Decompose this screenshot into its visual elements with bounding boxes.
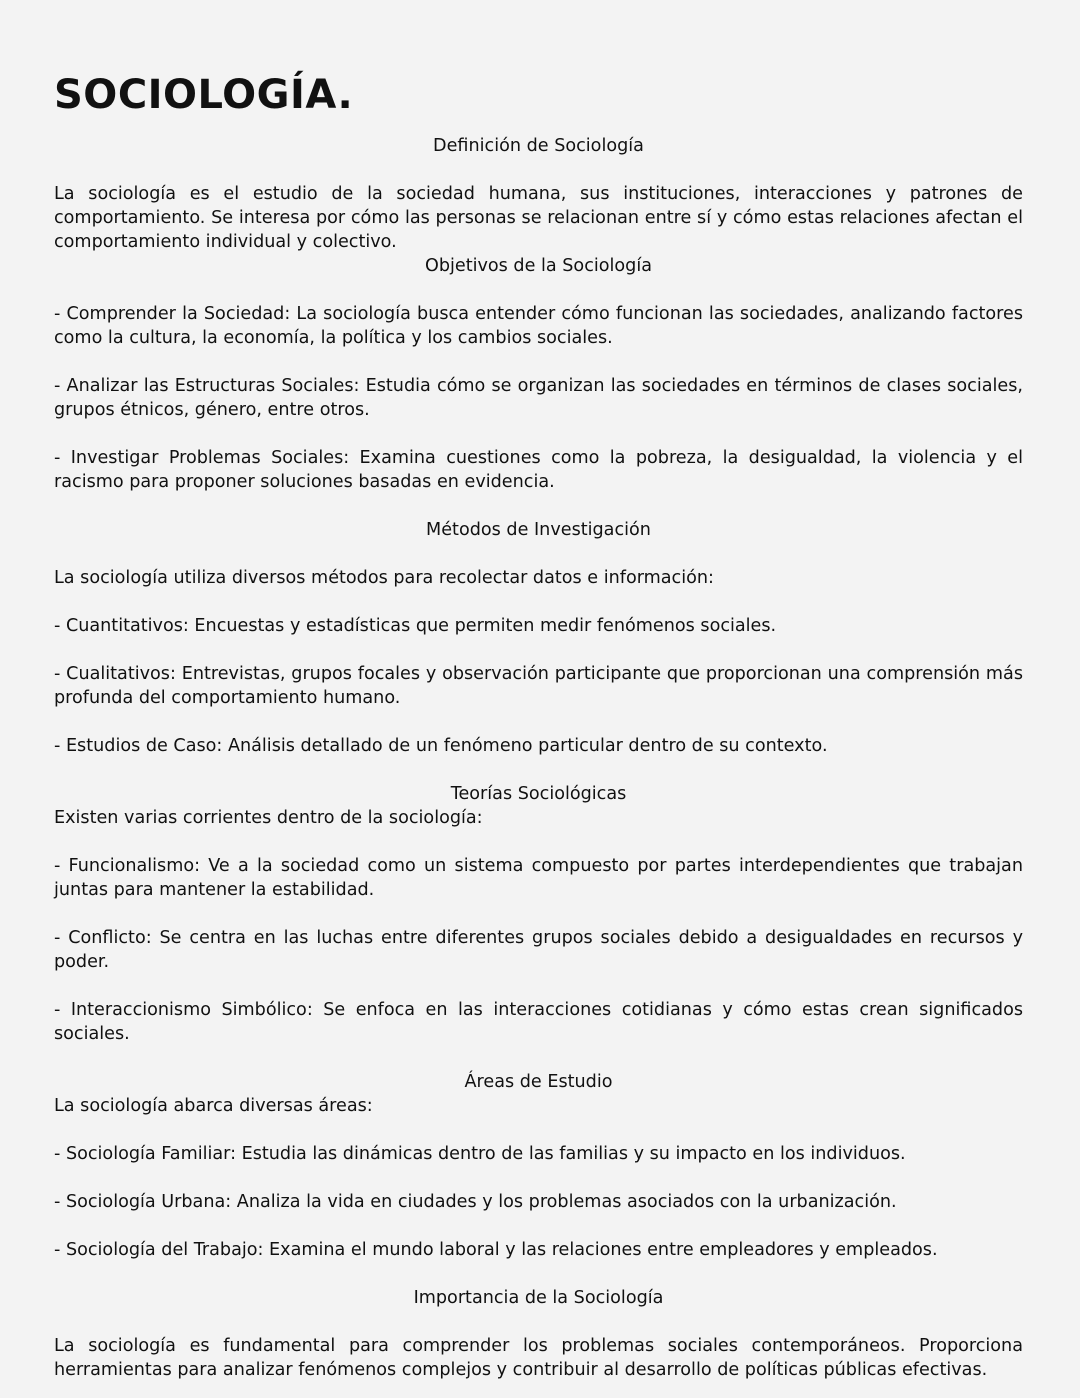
metodo-item: - Cualitativos: Entrevistas, grupos focales y observación participante que proporcionan una comprensión más profunda del comportamiento humano.: [54, 664, 1023, 708]
metodo-item: - Cuantitativos: Encuestas y estadísticas que permiten medir fenómenos sociales.: [54, 616, 777, 636]
area-item: - Sociología del Trabajo: Examina el mundo laboral y las relaciones entre empleadores y empleados.: [54, 1240, 938, 1260]
metodo-item: - Estudios de Caso: Análisis detallado de un fenómeno particular dentro de su contexto.: [54, 736, 828, 756]
importancia-paragraph: La sociología es fundamental para comprender los problemas sociales contemporáneos. Proporciona herramientas para analizar fenómenos complejos y contribuir al desarrollo de políticas públicas efectivas.: [54, 1336, 1023, 1380]
teoria-item: - Interaccionismo Simbólico: Se enfoca en las interacciones cotidianas y cómo estas crean significados sociales.: [54, 1000, 1023, 1044]
areas-intro: La sociología abarca diversas áreas:: [54, 1096, 373, 1116]
section-heading-metodos: Métodos de Investigación: [426, 520, 651, 540]
area-item: - Sociología Familiar: Estudia las dinámicas dentro de las familias y su impacto en los individuos.: [54, 1144, 906, 1164]
section-heading-objetivos: Objetivos de la Sociología: [424, 256, 653, 276]
page-title: SOCIOLOGÍA.: [54, 72, 354, 118]
document-body: [54, 134, 1023, 1382]
section-heading-areas: Áreas de Estudio: [464, 1072, 613, 1092]
section-heading-definicion: Definición de Sociología: [433, 136, 644, 156]
teoria-item: - Conflicto: Se centra en las luchas entre diferentes grupos sociales debido a desigualdades en recursos y poder.: [54, 928, 1023, 972]
area-item: - Sociología Urbana: Analiza la vida en ciudades y los problemas asociados con la urbanización.: [54, 1192, 897, 1212]
objetivo-item: - Analizar las Estructuras Sociales: Estudia cómo se organizan las sociedades en términos de clases sociales, grupos étnicos, género, entre otros.: [54, 376, 1023, 420]
section-heading-importancia: Importancia de la Sociología: [413, 1288, 664, 1308]
teorias-intro: Existen varias corrientes dentro de la sociología:: [54, 808, 483, 828]
teoria-item: - Funcionalismo: Ve a la sociedad como un sistema compuesto por partes interdependientes que trabajan juntas para mantener la estabilidad.: [54, 856, 1023, 900]
metodos-intro: La sociología utiliza diversos métodos para recolectar datos e información:: [54, 568, 714, 588]
objetivo-item: - Investigar Problemas Sociales: Examina cuestiones como la pobreza, la desigualdad, la violencia y el racismo para proponer soluciones basadas en evidencia.: [54, 448, 1023, 492]
definicion-paragraph: La sociología es el estudio de la sociedad humana, sus instituciones, interacciones y patrones de comportamiento. Se interesa por cómo las personas se relacionan entre sí y cómo estas relaciones afectan el comportamiento individual y colectivo.: [54, 184, 1023, 252]
objetivo-item: - Comprender la Sociedad: La sociología busca entender cómo funcionan las sociedades, analizando factores como la cultura, la economía, la política y los cambios sociales.: [54, 304, 1023, 348]
section-heading-teorias: Teorías Sociológicas: [450, 784, 627, 804]
